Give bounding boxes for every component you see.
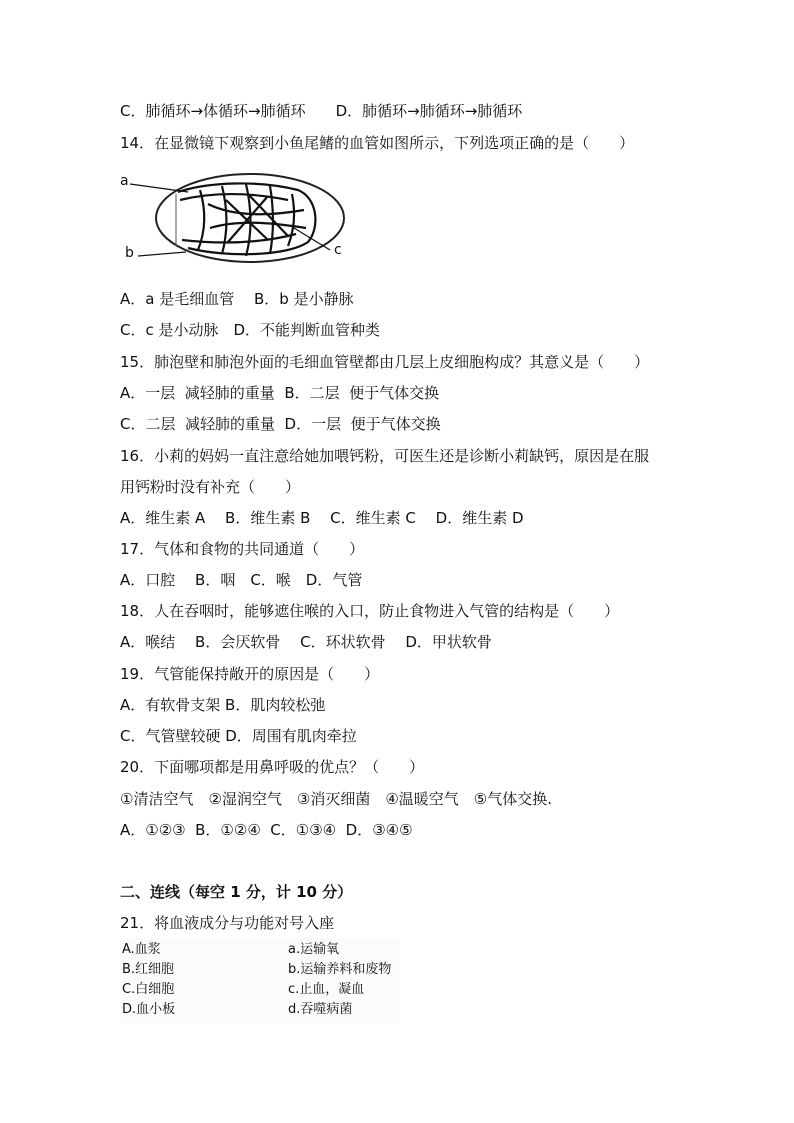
match-right-item: d.吞噬病菌 <box>288 1002 353 1017</box>
question-20-statements: ①清洁空气 ②湿润空气 ③消灭细菌 ④温暖空气 ⑤气体交换. <box>120 790 553 808</box>
question-17-options: A．口腔 B．咽 C．喉 D．气管 <box>120 571 363 589</box>
question-17-stem: 17．气体和食物的共同通道（ ） <box>120 540 365 558</box>
figure-label-c: c <box>334 242 342 258</box>
question-16-stem: 16．小莉的妈妈一直注意给她加喂钙粉，可医生还是诊断小莉缺钙，原因是在服 <box>120 447 650 465</box>
figure-label-a: a <box>120 173 129 189</box>
question-16-options: A．维生素 A B．维生素 B C．维生素 C D．维生素 D <box>120 509 524 527</box>
question-14-options-cd: C．c 是小动脉 D．不能判断血管种类 <box>120 321 381 339</box>
match-left-item: A.血浆 <box>122 942 161 957</box>
question-20-options: A．①②③ B．①②④ C．①③④ D．③④⑤ <box>120 821 413 839</box>
fish-tail-blood-vessel-figure <box>118 170 348 274</box>
match-left-item: C.白细胞 <box>122 982 175 997</box>
question-19-options-ab: A．有软骨支架 B．肌肉较松弛 <box>120 696 326 714</box>
question-15-stem: 15．肺泡壁和肺泡外面的毛细血管壁都由几层上皮细胞构成？其意义是（ ） <box>120 353 650 371</box>
question-21-stem: 21．将血液成分与功能对号入座 <box>120 914 335 932</box>
match-left-item: D.血小板 <box>122 1002 176 1017</box>
question-14-options-ab: A．a 是毛细血管 B．b 是小静脉 <box>120 290 354 308</box>
question-20-stem: 20．下面哪项都是用鼻呼吸的优点？（ ） <box>120 758 425 776</box>
match-right-item: b.运输养料和废物 <box>288 962 392 977</box>
match-right-item: c.止血，凝血 <box>288 982 365 997</box>
question-19-stem: 19．气管能保持敞开的原因是（ ） <box>120 665 380 683</box>
question-18-options: A．喉结 B．会厌软骨 C．环状软骨 D．甲状软骨 <box>120 633 492 651</box>
question-16-stem-cont: 用钙粉时没有补充（ ） <box>120 478 301 496</box>
question-19-options-cd: C．气管壁较硬 D．周围有肌肉牵拉 <box>120 727 357 745</box>
question-18-stem: 18．人在吞咽时，能够遮住喉的入口，防止食物进入气管的结构是（ ） <box>120 602 620 620</box>
match-left-item: B.红细胞 <box>122 962 175 977</box>
question-15-options-ab: A．一层 减轻肺的重量 B．二层 便于气体交换 <box>120 384 440 402</box>
figure-label-b: b <box>125 245 134 261</box>
question-15-options-cd: C．二层 减轻肺的重量 D．一层 便于气体交换 <box>120 415 441 433</box>
section-2-heading: 二、连线（每空 1 分，计 10 分） <box>120 883 353 901</box>
question-14-stem: 14．在显微镜下观察到小鱼尾鳍的血管如图所示，下列选项正确的是（ ） <box>120 134 635 152</box>
question-13-options-cd: C．肺循环→体循环→肺循环 D．肺循环→肺循环→肺循环 <box>120 102 523 120</box>
microscope-view-drawing <box>118 170 348 270</box>
match-right-item: a.运输氧 <box>288 942 340 957</box>
